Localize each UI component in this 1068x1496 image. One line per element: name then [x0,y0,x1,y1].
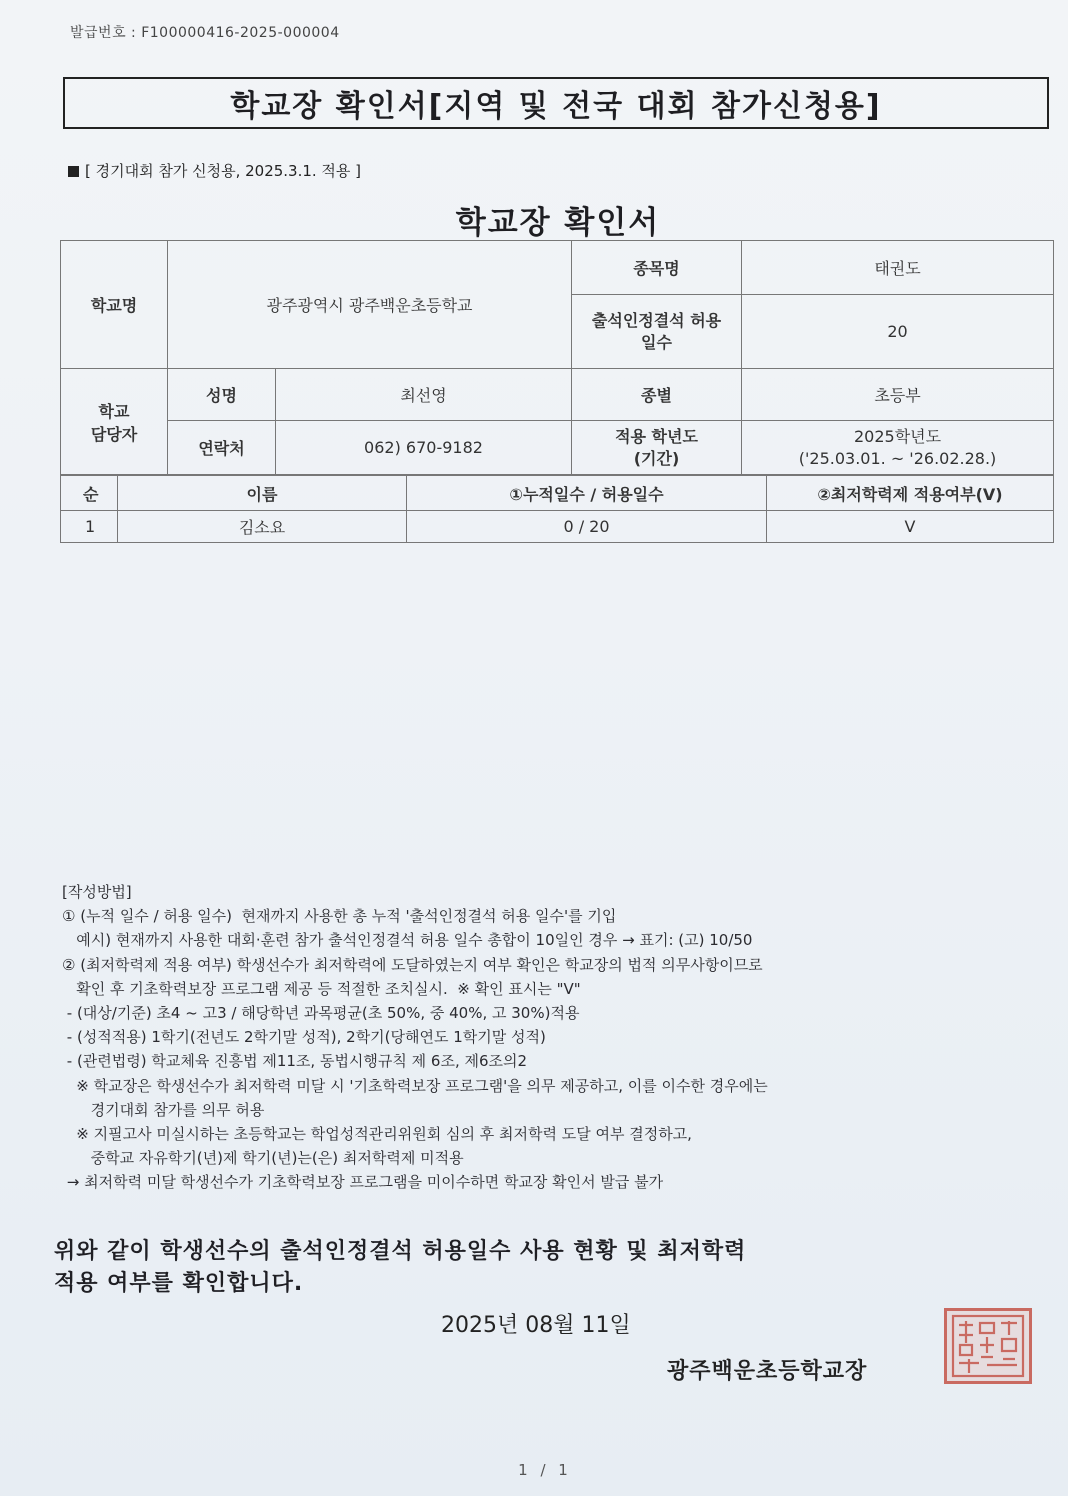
school-info-table [60,240,1054,475]
instruction-line: → 최저학력 미달 학생선수가 기초학력보장 프로그램을 미이수하면 학교장 확인서 발급 불가 [62,1173,664,1192]
signer-name: 광주백운초등학교장 [667,1359,868,1384]
confirmation-line2: 적용 여부를 확인합니다. [54,1271,304,1296]
absence-days-label-line2: 일수 [641,332,672,352]
sport-label: 종목명 [572,241,742,295]
column-header-days: ①누적일수 / 허용일수 [407,476,767,511]
row-number: 1 [61,511,118,543]
absence-days-label-line1: 출석인정결석 허용 [591,310,722,330]
instruction-line: 경기대회 참가를 의무 허용 [62,1100,265,1119]
instruction-line: ※ 지필고사 미실시하는 초등학교는 학업성적관리위원회 심의 후 최저학력 도달 여부 결정하고, [62,1125,692,1144]
absence-days-value: 20 [742,295,1054,369]
academic-year-label-line1: 적용 학년도 [615,426,698,446]
instructions [62,880,768,1195]
instruction-line: - (관련법령) 학교체육 진흥법 제11조, 동법시행규칙 제 6조, 제6조의2 [62,1052,528,1071]
application-note-text: [ 경기대회 참가 신청용, 2025.3.1. 적용 ] [85,162,362,180]
document-title: 학교장 확인서 [455,205,661,241]
division-value: 초등부 [742,369,1054,421]
contact-label: 연락처 [168,421,276,475]
name-value: 최선영 [276,369,572,421]
division-label: 종별 [572,369,742,421]
manager-label [61,369,168,475]
school-name-label: 학교명 [61,241,168,369]
instruction-line: 예시) 현재까지 사용한 대회·훈련 참가 출석인정결석 허용 일수 총합이 10일인 경우 → 표기: (고) 10/50 [62,931,753,950]
header-title: 학교장 확인서[지역 및 전국 대회 참가신청용] [230,89,882,124]
instruction-line: - (대상/기준) 초4 ~ 고3 / 해당학년 과목평균(초 50%, 중 40%, 고 30%)적용 [62,1004,580,1023]
header-title-box [63,77,1049,129]
name-label: 성명 [168,369,276,421]
instruction-line: - (성적적용) 1학기(전년도 2학기말 성적), 2학기(당해연도 1학기말 성적) [62,1028,546,1047]
issue-date: 2025년 08월 11일 [441,1313,631,1338]
instruction-line: ① (누적 일수 / 허용 일수) 현재까지 사용한 총 누적 '출석인정결석 허용 일수'를 기입 [62,907,617,926]
seal-pattern-icon [947,1311,1029,1381]
min-academic-applied: V [767,511,1054,543]
instruction-line: 확인 후 기초학력보장 프로그램 제공 등 적절한 조치실시. ※ 확인 표시는 "V" [62,979,581,998]
instruction-line: 중학교 자유학기(년)제 학기(년)는(은) 최저학력제 미적용 [62,1149,464,1168]
confirmation-line1: 위와 같이 학생선수의 출석인정결석 허용일수 사용 현황 및 최저학력 [54,1239,747,1264]
absence-days-label [572,295,742,369]
instructions-heading: [작성방법] [62,883,132,901]
column-header-no: 순 [61,476,118,511]
instruction-line: ※ 학교장은 학생선수가 최저학력 미달 시 '기초학력보장 프로그램'을 의무 제공하고, 이를 이수한 경우에는 [62,1076,768,1095]
confirmation-statement [54,1236,746,1300]
athlete-name: 김소요 [118,511,407,543]
athlete-table-header [61,476,1054,511]
academic-year-value [742,421,1054,475]
academic-year-value-line2: ('25.03.01. ~ '26.02.28.) [798,448,997,468]
school-name-value: 광주광역시 광주백운초등학교 [168,241,572,369]
official-seal-icon [944,1308,1032,1384]
accumulated-days: 0 / 20 [407,511,767,543]
page-number: 1 / 1 [518,1461,572,1479]
table-row [61,511,1054,543]
academic-year-label [572,421,742,475]
column-header-min-academic: ②최저학력제 적용여부(V) [767,476,1054,511]
square-bullet-icon [68,166,79,177]
contact-value: 062) 670-9182 [276,421,572,475]
manager-label-line2: 담당자 [90,424,138,444]
academic-year-value-line1: 2025학년도 [853,426,942,446]
manager-label-line1: 학교 [98,401,130,421]
sport-value: 태권도 [742,241,1054,295]
column-header-name: 이름 [118,476,407,511]
issue-number: 발급번호 : F100000416-2025-000004 [70,25,340,41]
application-note [68,160,361,181]
athlete-table [60,475,1054,543]
instruction-line: ② (최저학력제 적용 여부) 학생선수가 최저학력에 도달하였는지 여부 확인은 학교장의 법적 의무사항이므로 [62,955,763,974]
academic-year-label-line2: (기간) [633,448,680,468]
